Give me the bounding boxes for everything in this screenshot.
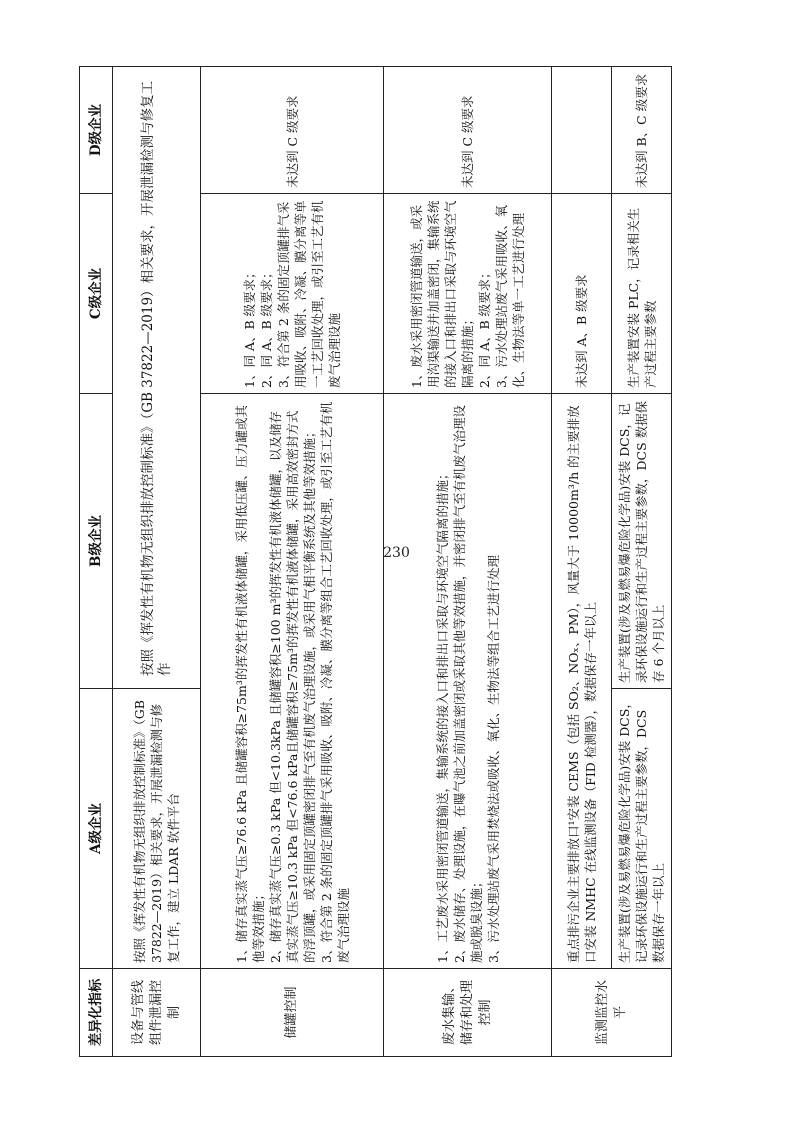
cell-text: 3、污水处理站废气采用吸收、氧化、生物法等单一工艺进行处理 <box>494 205 526 388</box>
cell-text: 3、符合第 2 条的固定顶罐排气采用吸收、吸附、冷凝、膜分离等组合工艺回收处理，或引至工艺有机废气治理设施 <box>318 401 351 963</box>
cell-text: 3、污水处理站废气采用焚烧法或吸收、氧化、生物法等组合工艺进行处理 <box>485 555 501 963</box>
header-indicator: 差异化指标 <box>80 969 113 1057</box>
cell-text: 按照《挥发性有机物无组织排放控制标准》（GB 37822—2019）相关要求，开展泄漏检测与修复工作，建立 LDAR 软件平台 <box>132 700 181 963</box>
d-level-cell: 未达到 C 级要求 <box>201 67 384 194</box>
cell-text: 3、符合第 2 条的固定顶罐排气采用吸收、吸附、冷凝、膜分离等单一工艺回收处理，或引至工艺有机废气治理设施 <box>276 200 342 388</box>
header-c-level: C级企业 <box>80 194 113 394</box>
cell-text: 2、同 A、B 级要求； <box>477 266 492 388</box>
indicator-cell: 监测监控水平 <box>552 969 672 1057</box>
c-level-cell <box>384 194 552 394</box>
cell-text: 生产装置(涉及易燃易爆危险化学品)安装 DCS，记录环保设施运行和生产过程主要参数，DCS 数据保存 6 个月以上 <box>617 400 666 683</box>
ab-level-cell <box>201 394 384 969</box>
a-level-cell <box>113 689 201 969</box>
ab-level-cell <box>384 394 552 969</box>
cell-text: 2、同 A、B 级要求； <box>259 266 274 388</box>
bcd-level-span-cell: 按照《挥发性有机物无组织排放控制标准》（GB 37822—2019）相关要求，开展泄漏检测与修复工作 <box>113 67 201 689</box>
rotated-table-container <box>79 67 666 1057</box>
header-b-level: B级企业 <box>80 394 113 689</box>
cell-text: 重点排污企业主要排放口¹安装 CEMS（包括 SO₂、NOₓ、PM），风量大于 10000m³/h 的主要排放口安装 NMHC 在线监测设备（FID 检测器），数据保存一年以上 <box>565 405 598 963</box>
page-number: 230 <box>383 545 410 561</box>
header-d-level: D级企业 <box>80 67 113 194</box>
table-header-row <box>80 67 113 1057</box>
indicator-cell: 设备与管线组件泄漏控制 <box>113 969 201 1057</box>
c-level-cell <box>201 194 384 394</box>
b-level-cell <box>612 394 672 689</box>
c-level-cell: 未达到 A、B 级要求 <box>552 194 612 394</box>
cell-text: 生产装置(涉及易燃易爆危险化学品)安装 DCS，记录环保设施运行和生产过程主要参数，DCS 数据保存一年以上 <box>617 696 666 963</box>
d-level-cell: 未达到 C 级要求 <box>384 67 552 194</box>
table-row <box>113 67 201 1057</box>
header-a-level: A级企业 <box>80 689 113 969</box>
cell-text: 1、同 A、B 级要求； <box>242 266 257 388</box>
d-level-cell <box>552 67 612 194</box>
ab-level-cell <box>552 394 612 969</box>
c-level-cell: 生产装置安装 PLC，记录相关生产过程主要参数 <box>612 194 672 394</box>
table-row <box>201 67 384 1057</box>
differentiation-table <box>79 66 672 1057</box>
a-level-cell <box>612 689 672 969</box>
table-row <box>384 67 552 1057</box>
cell-text: 1、储存真实蒸气压≥76.6 kPa 且储罐容积≥75m³的挥发性有机液体储罐，采用低压罐、压力罐或其他等效措施； <box>233 405 266 963</box>
indicator-cell: 储罐控制 <box>201 969 384 1057</box>
table-row <box>552 67 612 1057</box>
cell-text: 1、工艺废水采用密闭管道输送，集输系统的接入口和排出口采取与环境空气隔离的措施； <box>434 467 450 963</box>
cell-text: 2、储存真实蒸气压≥0.3 kPa 但<10.3kPa 且储罐容积≥100 m³的挥发性有机液体储罐，以及储存真实蒸气压≥10.3 kPa 但<76.6 kPa且储罐容积≥75m³的挥发性有机液体储罐，采用高效密封方式的浮顶罐，或采用固定顶罐密闭排气至有机废气治理设施，或采用气相平衡系统及其他等效措施； <box>267 410 317 963</box>
table-row <box>612 67 672 1057</box>
d-level-cell: 未达到 B、C 级要求 <box>612 67 672 194</box>
indicator-cell: 废水集输、储存和处理控制 <box>384 969 552 1057</box>
cell-text: 2、废水储存、处理设施，在曝气池之前加盖密闭或采取其他等效措施，并密闭排气至有机废气治理设施或脱臭设施； <box>451 405 484 963</box>
cell-text: 1、废水采用密闭管道输送，或采用沟渠输送并加盖密闭，集输系统的接入口和排出口采取与环境空气隔离的措施； <box>409 200 475 388</box>
